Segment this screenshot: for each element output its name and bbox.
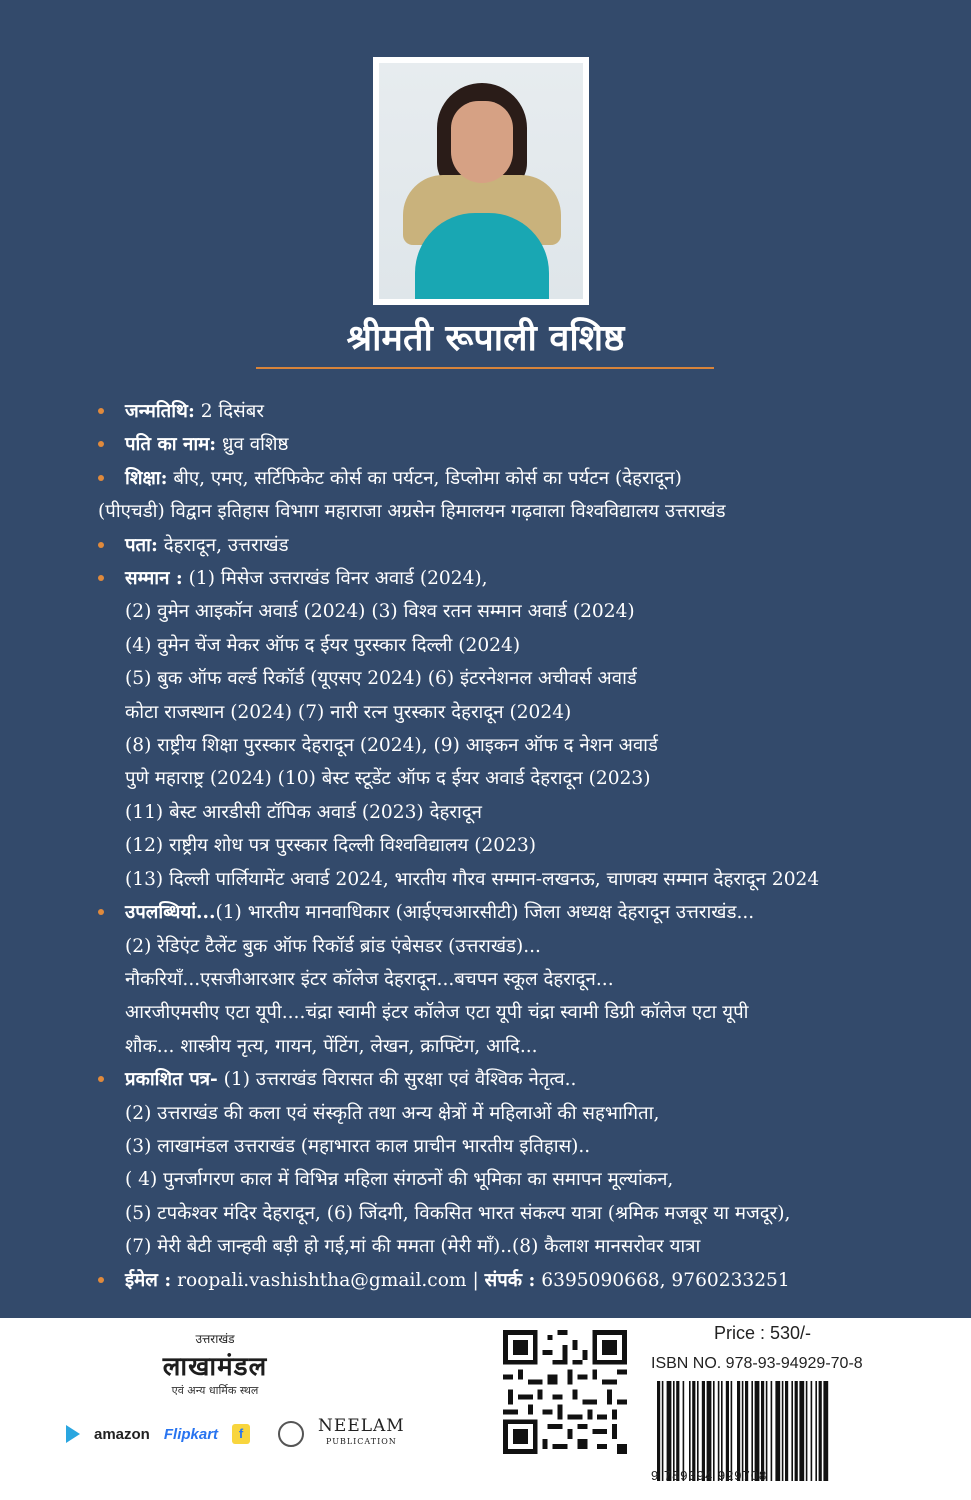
barcode-bar: [806, 1381, 808, 1481]
dob-value: 2 दिसंबर: [194, 401, 264, 422]
spouse-label: पति का नाम:: [125, 434, 217, 456]
barcode-bar: [726, 1381, 729, 1481]
publications-line: (5) टपकेश्वर मंदिर देहरादून, (6) जिंदगी, विकसित भारत संकल्प यात्रा (श्रमिक मजबूर या मजदूर),: [125, 1202, 791, 1224]
barcode-bar: [673, 1381, 675, 1481]
barcode-bar: [795, 1381, 798, 1481]
barcode-bar: [689, 1381, 691, 1481]
barcode-bar: [815, 1381, 817, 1481]
back-cover-footer: [0, 1318, 971, 1500]
achievements-line: आरजीएमसीए एटा यूपी....चंद्रा स्वामी इंटर कॉलेज एटा यूपी चंद्रा स्वामी डिग्री कॉलेज एटा यूपी: [125, 1002, 749, 1024]
bio-education: [98, 462, 898, 529]
author-photo: [373, 57, 589, 305]
barcode-bar: [662, 1381, 664, 1481]
honors-line: (12) राष्ट्रीय शोध पत्र पुरस्कार दिल्ली विश्वविद्यालय (2023): [125, 835, 537, 857]
barcode-bar: [811, 1381, 813, 1481]
flipkart-bag-icon: f: [232, 1424, 250, 1444]
barcode-bar: [737, 1381, 740, 1481]
achievements-line: (1) भारतीय मानवाधिकार (आईएचआरसीटी) जिला अध्यक्ष देहरादून उत्तराखंड...: [215, 902, 755, 924]
achievements-label: उपलब्धियां...: [125, 902, 216, 924]
honors-line: (13) दिल्ली पार्लियामेंट अवार्ड 2024, भारतीय गौरव सम्मान-लखनऊ, चाणक्य सम्मान देहरादून 2024: [125, 868, 820, 890]
bullet-icon: [98, 1277, 104, 1283]
barcode-bar: [819, 1381, 822, 1481]
barcode-bar: [676, 1381, 679, 1481]
education-label: शिक्षा:: [125, 467, 168, 489]
publisher-name: NEELAM: [318, 1416, 405, 1436]
achievements-line: नौकरियाँ...एसजीआरआर इंटर कॉलेज देहरादून...बचपन स्कूल देहरादून...: [125, 968, 614, 990]
honors-line: (11) बेस्ट आरडीसी टॉपिक अवार्ड (2023) देहरादून: [125, 801, 482, 823]
barcode-bar: [667, 1381, 672, 1481]
honors-line: (2) वुमेन आइकॉन अवार्ड (2024) (3) विश्व रतन सम्मान अवार्ड (2024): [125, 601, 635, 623]
bullet-icon: [98, 575, 104, 581]
store-logos: [66, 1418, 405, 1450]
bullet-icon: [98, 408, 104, 414]
barcode-bar: [692, 1381, 695, 1481]
barcode-bar: [721, 1381, 723, 1481]
barcode-bar: [799, 1381, 804, 1481]
publisher-seal-icon: [278, 1421, 304, 1447]
bullet-icon: [98, 909, 104, 915]
publications-line: (7) मेरी बेटी जान्हवी बड़ी हो गई,मां की ममता (मेरी माँ)..(8) कैलाश मानसरोवर यात्रा: [125, 1236, 701, 1258]
barcode-bar: [657, 1381, 660, 1481]
bio-publications: [98, 1063, 898, 1263]
bio-achievements: [98, 896, 898, 1063]
barcode-bar: [718, 1381, 720, 1481]
bullet-icon: [98, 1076, 104, 1082]
publications-label: प्रकाशित पत्र-: [125, 1069, 218, 1091]
address-value: देहरादून, उत्तराखंड: [157, 534, 289, 556]
isbn: ISBN NO. 978-93-94929-70-8: [651, 1355, 863, 1372]
barcode-bar: [755, 1381, 760, 1481]
publications-line: (1) उत्तराखंड विरासत की सुरक्षा एवं वैश्विक नेतृत्व..: [217, 1069, 577, 1091]
publisher-sub: PUBLICATION: [325, 1437, 397, 1446]
bio-address: [98, 529, 898, 562]
bio-honors: [98, 562, 898, 896]
achievements-line: (2) रेडिएंट टैलेंट बुक ऑफ रिकॉर्ड ब्रांड एंबेसडर (उत्तराखंड)...: [125, 935, 541, 957]
barcode-bar: [707, 1381, 712, 1481]
name-divider: [256, 367, 714, 369]
author-name: श्रीमती रूपाली वशिष्ठ: [346, 317, 625, 359]
spouse-value: ध्रुव वशिष्ठ: [216, 434, 289, 456]
bio-contact: [98, 1264, 898, 1297]
barcode-bar: [775, 1381, 780, 1481]
email-value: roopali.vashishtha@gmail.com |: [171, 1269, 485, 1291]
dob-label: जन्मतिथि:: [125, 401, 195, 422]
education-line: (पीएचडी) विद्वान इतिहास विभाग महाराजा अग्रसेन हिमालयन गढ़वाला विश्वविद्यालय उत्तराखंड: [98, 501, 726, 523]
author-portrait: [379, 63, 583, 299]
barcode-bar: [697, 1381, 699, 1481]
price: Price : 530/-: [714, 1323, 812, 1343]
bio-dob: [98, 395, 898, 428]
honors-line: पुणे महाराष्ट्र (2024) (10) बेस्ट स्टूडेंट ऑफ द ईयर अवार्ड देहरादून (2023): [125, 768, 651, 790]
honors-line: (8) राष्ट्रीय शिक्षा पुरस्कार देहरादून (2024), (9) आइकन ऑफ द नेशन अवार्ड: [125, 735, 658, 757]
phone-label: संपर्क :: [484, 1269, 536, 1291]
email-label: ईमेल :: [125, 1269, 172, 1291]
barcode-bar: [785, 1381, 788, 1481]
achievements-line: शौक... शास्त्रीय नृत्य, गायन, पेंटिंग, लेखन, क्राफ्टिंग, आदि...: [125, 1035, 538, 1057]
book-logo-title: लाखामंडल: [162, 1352, 268, 1382]
honors-line: कोटा राजस्थान (2024) (7) नारी रत्न पुरस्कार देहरादून (2024): [125, 701, 572, 723]
bullet-icon: [98, 542, 104, 548]
bio-spouse: [98, 428, 898, 461]
barcode-bar: [761, 1381, 764, 1481]
book-logo-top: उत्तराखंड: [195, 1332, 235, 1346]
barcode-bar: [683, 1381, 685, 1481]
barcode-bar: [751, 1381, 753, 1481]
bullet-icon: [98, 475, 104, 481]
book-logo-subtitle: एवं अन्य धार्मिक स्थल: [171, 1384, 259, 1397]
barcode-bar: [745, 1381, 748, 1481]
publications-line: ( 4) पुनर्जागरण काल में विभिन्न महिला संगठनों की भूमिका का समापन मूल्यांकन,: [125, 1169, 674, 1191]
honors-line: (5) बुक ऑफ वर्ल्ड रिकॉर्ड (यूएसए 2024) (6) इंटरनेशनल अचीवर्स अवार्ड: [125, 668, 637, 690]
google-play-icon: [66, 1425, 80, 1443]
honors-line: (1) मिसेज उत्तराखंड विनर अवार्ड (2024),: [182, 568, 488, 590]
flipkart-logo: Flipkart: [163, 1425, 219, 1443]
honors-line: (4) वुमेन चेंज मेकर ऑफ द ईयर पुरस्कार दिल्ली (2024): [125, 634, 521, 656]
barcode-bar: [702, 1381, 705, 1481]
barcode-bar: [731, 1381, 733, 1481]
barcode-bar: [713, 1381, 715, 1481]
publisher-logo: [318, 1418, 405, 1450]
barcode-icon: [651, 1381, 891, 1481]
education-line: बीए, एमए, सर्टिफिकेट कोर्स का पर्यटन, डिप्लोमा कोर्स का पर्यटन (देहरादून): [167, 467, 682, 489]
author-bio: [98, 395, 898, 1297]
barcode-bar: [766, 1381, 768, 1481]
barcode-digits: 9 789394 929708: [651, 1468, 768, 1483]
barcode-bar: [771, 1381, 773, 1481]
barcode-bar: [823, 1381, 828, 1481]
honors-label: सम्मान :: [125, 568, 183, 590]
qr-code-icon: [503, 1330, 627, 1454]
phone-value: 6395090668, 9760233251: [535, 1269, 790, 1291]
bullet-icon: [98, 441, 104, 447]
address-label: पता:: [125, 534, 158, 556]
publications-line: (2) उत्तराखंड की कला एवं संस्कृति तथा अन्य क्षेत्रों में महिलाओं की सहभागिता,: [125, 1102, 660, 1124]
book-logo: [140, 1330, 290, 1398]
barcode-bar: [742, 1381, 744, 1481]
amazon-logo: amazon: [94, 1425, 150, 1443]
barcode-bar: [782, 1381, 784, 1481]
barcode-bar: [791, 1381, 793, 1481]
publications-line: (3) लाखामंडल उत्तराखंड (महाभारत काल प्राचीन भारतीय इतिहास)..: [125, 1135, 591, 1157]
